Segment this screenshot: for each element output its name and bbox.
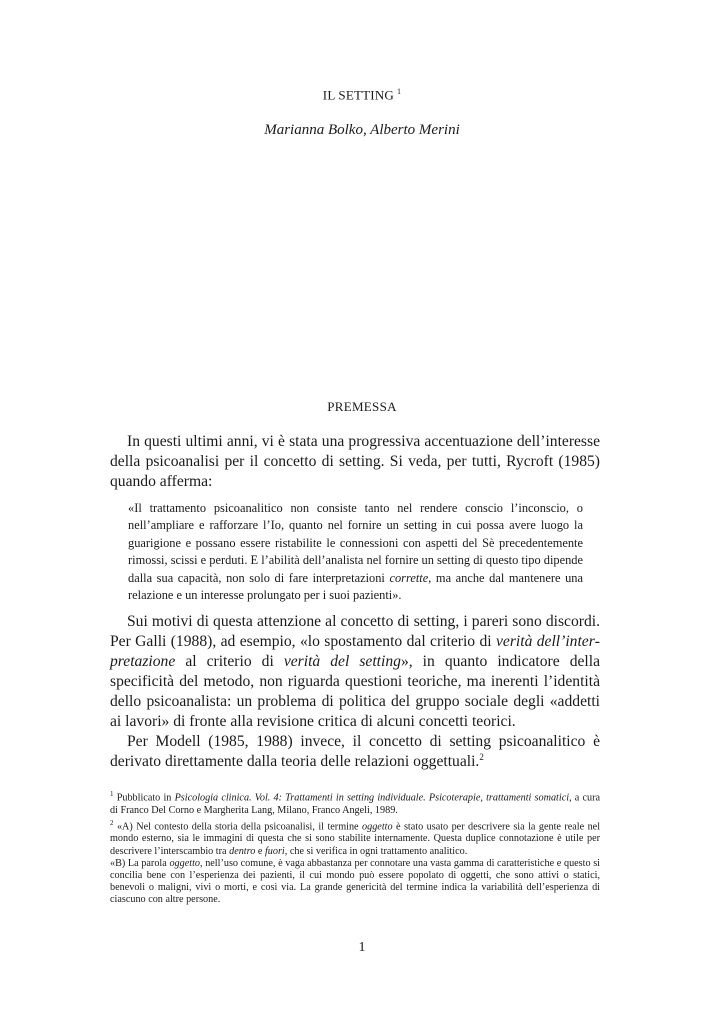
- authors: Marianna Bolko, Alberto Merini: [264, 122, 460, 138]
- quote-italic: corrette: [389, 570, 429, 585]
- chapter-title-text: IL SETTING: [322, 87, 394, 103]
- footnote-2b-post: , nell’uso comune, è vaga abbastanza per connotare una vasta gamma di caratteristiche e questo si concilia bene con l’esperienza dei pazienti, il cui mondo può essere popolato di oggetti, che sono attivi o statici, benevoli o maligni, vivi o morti, e così via. La grande genericità del termine indica la variabilità dell’esperienza di ciascuno con altre persone.: [110, 857, 601, 906]
- title-footnote-mark: 1: [397, 87, 402, 96]
- footnote-1-mark: 1: [110, 790, 114, 798]
- chapter-title: [0, 87, 724, 103]
- footnote-2a-italic-3: fuori: [264, 845, 285, 857]
- footnote-2a: [110, 817, 600, 858]
- footnote-2a-mid: è stato usato per descrivere sia la gente reale nel mondo esterno, sia le immagini di questa che si sono stabilite internamente. Questa duplice connotazione è utile per descrivere l’interscambio tra: [110, 821, 601, 857]
- footnote-1: [110, 788, 600, 817]
- paragraph-3-text: Per Modell (1985, 1988) invece, il concetto di setting psicoanalitico è derivato direttamente dalla teoria delle relazioni oggettuali.: [110, 733, 600, 770]
- body-paragraph-2: [110, 612, 600, 732]
- paragraph-2-part-2: al criterio di: [185, 653, 274, 670]
- footnote-2-mark: 2: [110, 818, 114, 827]
- footnote-ref-2: 2: [479, 751, 484, 762]
- body-paragraphs-2-3-block: [110, 612, 600, 772]
- footnote-2a-and: e: [257, 845, 263, 857]
- footnote-1-post: , a cura di Franco Del Corno e Margherita Lang, Milano, Franco Angeli, 1989.: [110, 792, 601, 816]
- paragraph-2-part-3: », in quanto indicatore della specificità del metodo, non riguarda questioni teoriche, ma inerenti l’identità dello psicoanalista: un problema di politica del gruppo sociale degli «addetti ai lavori» di fronte alla revisione critica di alcuni concetti teorici.: [110, 653, 601, 730]
- footnote-2b-pre: «B) La parola: [110, 857, 167, 869]
- paragraph-2-italic-2: verità del setting: [283, 653, 401, 670]
- footnote-1-pre: Pubblicato in: [116, 792, 172, 804]
- footnotes: [110, 788, 600, 907]
- footnote-2b: [110, 858, 600, 907]
- body-paragraph-1-block: [110, 432, 600, 492]
- body-paragraph-1: In questi ultimi anni, vi è stata una progressiva accentuazione dell’interesse della psicoanalisi per il concetto di setting. Si veda, per tutti, Rycroft (1985) quando afferma:: [110, 433, 600, 490]
- footnote-2b-italic: oggetto: [169, 857, 200, 869]
- footnote-2a-pre: «A) Nel contesto della storia della psicoanalisi, il termine: [116, 821, 359, 833]
- paragraph-2-part-1: Sui motivi di questa attenzione al concetto di setting, i pareri sono discordi. Per Galli (1988), ad esempio, «lo spostamento dal criterio di: [110, 613, 600, 650]
- paragraph-2-italic-1: verità dell’interpretazione: [110, 633, 600, 670]
- footnote-1-italic: Psicologia clinica. Vol. 4: Trattamenti in setting individuale. Psicoterapie, trattamenti somatici: [174, 792, 570, 804]
- footnote-2a-post: , che si verifica in ogni trattamento analitico.: [284, 845, 468, 857]
- section-heading: PREMESSA: [327, 399, 397, 414]
- body-paragraph-3: [110, 732, 600, 772]
- quote-part-2: , ma anche dal mantenere una relazione e un interesse prolungato per i suoi pazienti».: [128, 570, 583, 603]
- footnote-2a-italic-2: dentro: [229, 845, 256, 857]
- quote-part-1: «Il trattamento psicoanalitico non consiste tanto nel rendere conscio l’inconscio, o nell’ampliare e rafforzare l’Io, quanto nel fornire un setting in cui possa avere luogo la guarigione e possano essere ristabilite le connessioni con aspetti del Sè precedentemente rimossi, scissi e perduti. E l’abilità dell’analista nel fornire un setting di questo tipo dipende dalla sua capacità, non solo di fare interpretazioni: [128, 501, 583, 585]
- block-quote: [128, 500, 583, 604]
- page-number: 1: [358, 940, 366, 955]
- footnote-2a-italic-1: oggetto: [362, 821, 393, 833]
